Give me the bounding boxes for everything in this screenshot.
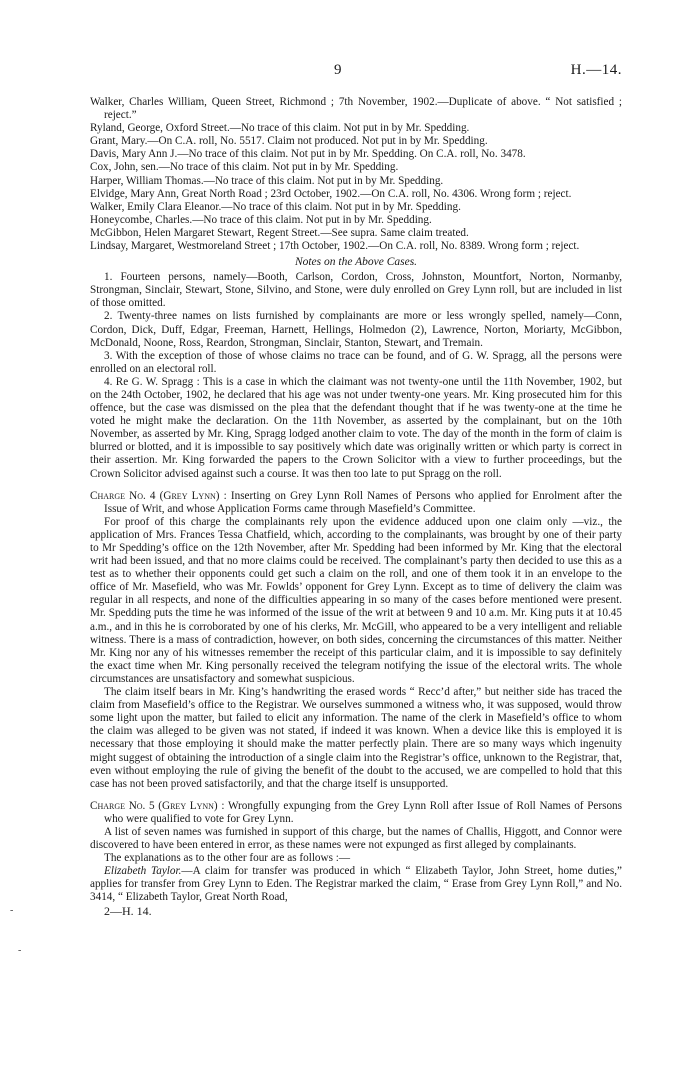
- charge-5-heading: [90, 800, 622, 826]
- charge-5-paragraph: A list of seven names was furnished in support of this charge, but the names of Challis, Higgott, and Connor were discovered to have been entered in error, as these names were not expunged as first alleged by complainants.: [90, 825, 622, 852]
- list-item: Cox, John, sen.—No trace of this claim. Not put in by Mr. Spedding.: [90, 161, 399, 174]
- charge-5-label: Charge No. 5 (Grey Lynn) :: [90, 799, 225, 812]
- charge-5-text: Wrongfully expunging from the Grey Lynn Roll after Issue of Roll Names of Persons who were qualified to vote for Grey Lynn.: [104, 799, 622, 825]
- list-item: Walker, Emily Clara Eleanor.—No trace of this claim. Not put in by Mr. Spedding.: [90, 200, 461, 213]
- note-paragraph: 3. With the exception of those of whose claims no trace can be found, and of G. W. Spragg, all the persons were enrolled on an electoral roll.: [90, 349, 622, 375]
- list-item: Harper, William Thomas.—No trace of this claim. Not put in by Mr. Spedding.: [90, 174, 444, 187]
- charge-4-text: Inserting on Grey Lynn Roll Names of Persons who applied for Enrolment after the Issue of Writ, and whose Application Forms came through Masefield’s Committee.: [104, 489, 623, 515]
- document-reference: H.—14.: [570, 62, 622, 78]
- note-paragraph: 2. Twenty-three names on lists furnished by complainants are more or less wrongly spelled, namely—Conn, Cordon, Dick, Duff, Edgar, Freeman, Harnett, Hellings, Holmedon (2), Lawrence, Norton, Moriarty, McGibbon, McDonald, Noone, Ross, Reardon, Strongman, Sinclair, Stanton, Stewart, and Tremain.: [90, 310, 622, 349]
- charge-4-paragraph: For proof of this charge the complainants rely upon the evidence adduced upon one claim only —viz., the application of Mrs. Frances Tessa Chatfield, which, according to the complainants, was brought by one of their party to Mr Spedding’s office on the 12th November, after Mr. Spedding had been informed by Mr. King that the electoral writ had been issued, and that no more claims could be received. The complainant’s party then decided to use this as a test as to whether their opponents could get such a claim on the roll, and one of them took it in an envelope to the office of Mr. Masefield, who was Mr. Fowlds’ opponent for Grey Lynn. Except as to time of delivery the claim was regular in all respects, and none of the difficulties appearing in so many of the cases before mentioned were present. Mr. Spedding puts the time he was informed of the issue of the writ at between 9 and 10 a.m. Mr. King puts it at 10.45 a.m., and in this he is corroborated by one of his clerks, Mr. McGill, who appeared to be a very intelligent and reliable witness. There is a mass of contradiction, however, on both sides, concerning the circumstances of this matter. Neither Mr. King nor any of his witnesses remember the receipt of this particular claim, and it is impossible to say definitely the exact time when Mr. King personally received the telegram notifying the issue of the electoral writs. The whole circumstances are unsatisfactory and somewhat suspicious.: [90, 515, 622, 685]
- document-page: [90, 62, 622, 918]
- note-paragraph: 4. Re G. W. Spragg : This is a case in which the claimant was not twenty-one until the 11th November, 1902, but on the 24th October, 1902, he declared that his age was not under twenty-one years. Mr. King prosecuted him for this offence, but the case was dismissed on the plea that the defendant thought that if he was twenty-one at the time he voted he might make the declaration. On the 11th November, as asserted by the complainant, but on the 10th November, as asserted by Mr. King, Spragg lodged another claim to vote. The day of the month in the form of claim is blurred or blotted, and it is impossible to say positively which date was originally written or which party is correct in their assertion. Mr. King forwarded the papers to the Crown Solicitor with a view to further proceedings, but the Crown Solicitor advised against such a course. It was then too late to put Spragg on the roll.: [90, 375, 622, 480]
- margin-mark: -: [10, 905, 14, 916]
- charge-5-taylor-paragraph: [90, 865, 622, 904]
- taylor-name: Elizabeth Taylor.: [104, 865, 182, 878]
- list-item: Lindsay, Margaret, Westmoreland Street ; 17th October, 1902.—On C.A. roll, No. 8389. Wrong form ; reject.: [90, 240, 580, 253]
- list-item: Elvidge, Mary Ann, Great North Road ; 23rd October, 1902.—On C.A. roll, No. 4306. Wrong form ; reject.: [90, 187, 572, 200]
- taylor-text: —A claim for transfer was produced in which “ Elizabeth Taylor, John Street, home duties,” applies for transfer from Grey Lynn to Eden. The Registrar marked the claim, “ Erase from Grey Lynn Roll,” and No. 3414, “ Elizabeth Taylor, Great North Road,: [90, 865, 622, 904]
- page-header: [90, 62, 622, 84]
- margin-mark: -: [18, 945, 22, 956]
- list-item: Davis, Mary Ann J.—No trace of this claim. Not put in by Mr. Spedding. On C.A. roll, No. 3478.: [90, 148, 526, 161]
- list-item: Ryland, George, Oxford Street.—No trace of this claim. Not put in by Mr. Spedding.: [90, 122, 470, 135]
- charge-4-paragraph: The claim itself bears in Mr. King’s handwriting the erased words “ Recc’d after,” but neither side has traced the claim from Masefield’s office to the Registrar. We ourselves summoned a witness who, it was supposed, would throw some light upon the matter, but failed to elicit any information. The name of the clerk in Masefield’s office to whom the claim was alleged to be given was not stated, if indeed it was known. When a device like this is employed it is necessary that those employing it should make the matter perfectly plain. There are so many ways which ingenuity might suggest of obtaining the introduction of a single claim into the Registrar’s office, unknown to the Registrar, that, even without employing the rule of giving the benefit of the doubt to the accused, we are compelled to hold that this case has not been proved satisfactorily, and that the charge itself is unsupported.: [90, 686, 622, 790]
- list-item: Walker, Charles William, Queen Street, Richmond ; 7th November, 1902.—Duplicate of above. “ Not satisfied ; reject.”: [90, 96, 622, 122]
- page-number: 9: [334, 62, 342, 78]
- list-item: Grant, Mary.—On C.A. roll, No. 5517. Claim not produced. Not put in by Mr. Spedding.: [90, 135, 488, 148]
- claims-list: [90, 96, 622, 253]
- charge-5-paragraph: The explanations as to the other four are as follows :—: [104, 852, 351, 865]
- charge-4-heading: [90, 490, 622, 516]
- list-item: McGibbon, Helen Margaret Stewart, Regent Street.—See supra. Same claim treated.: [90, 226, 469, 239]
- page-signature: 2—H. 14.: [104, 903, 152, 918]
- notes-heading: Notes on the Above Cases.: [294, 256, 418, 269]
- note-paragraph: 1. Fourteen persons, namely—Booth, Carlson, Cordon, Cross, Johnston, Mountfort, Norton, Normanby, Strongman, Sinclair, Stewart, Stone, Silvino, and Stone, were duly enrolled on Grey Lynn roll, but are included in list of those omitted.: [90, 271, 622, 310]
- notes-section: [90, 271, 622, 481]
- list-item: Honeycombe, Charles.—No trace of this claim. Not put in by Mr. Spedding.: [90, 213, 432, 226]
- charge-4-label: Charge No. 4 (Grey Lynn) :: [90, 489, 227, 502]
